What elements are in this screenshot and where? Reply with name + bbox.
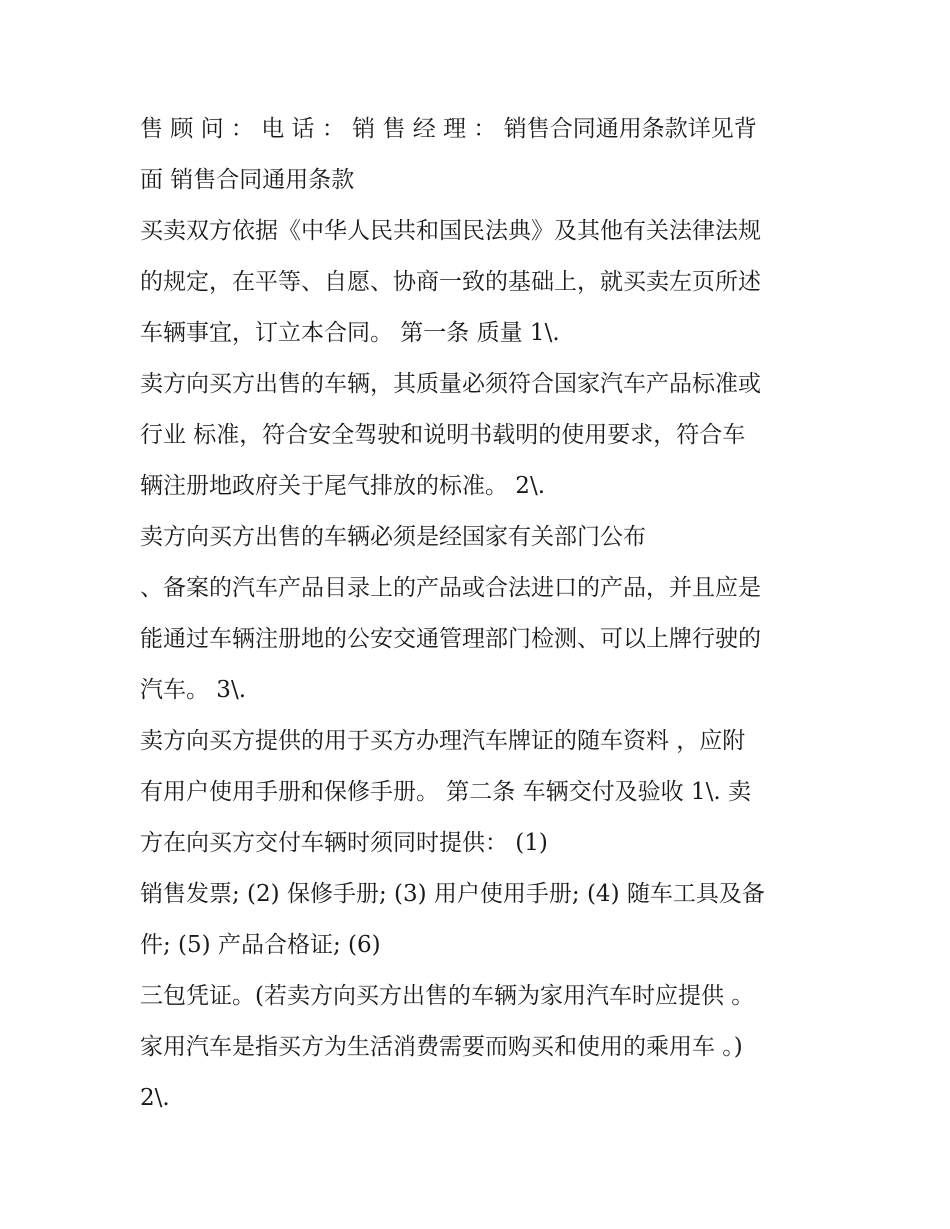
text-line: 家用汽车是指买方为生活消费需要而购买和使用的乘用车 。) [140, 1034, 743, 1060]
text-line: 件; (5) 产品合格证; (6) [140, 932, 381, 958]
text-line: 售 顾 问 ： 电 话 ： 销 售 经 理 ： 销售合同通用条款详见背 [140, 116, 757, 142]
text-line: 销售发票; (2) 保修手册; (3) 用户使用手册; (4) 随车工具及备 [140, 881, 765, 907]
text-line: 2\. [140, 1085, 170, 1111]
text-line: 行业 标准，符合安全驾驶和说明书载明的使用要求，符合车 [140, 422, 746, 448]
text-line: 卖方向买方出售的车辆，其质量必须符合国家汽车产品标准或 [140, 371, 761, 397]
text-line: 、备案的汽车产品目录上的产品或合法进口的产品，并且应是 [140, 575, 761, 601]
text-line: 卖方向买方出售的车辆必须是经国家有关部门公布 [140, 524, 646, 550]
text-line: 汽车。 3\. [140, 677, 247, 703]
text-line: 有用户使用手册和保修手册。 第二条 车辆交付及验收 1\. 卖 [140, 779, 751, 805]
text-line: 方在向买方交付车辆时须同时提供： (1) [140, 830, 548, 856]
text-line: 卖方向买方提供的用于买方办理汽车牌证的随车资料 ，应附 [140, 728, 746, 754]
text-line: 的规定，在平等、自愿、协商一致的基础上，就买卖左页所述 [140, 269, 761, 295]
text-line: 面 销售合同通用条款 [140, 167, 355, 193]
text-line: 辆注册地政府关于尾气排放的标准。 2\. [140, 473, 546, 499]
text-line: 三包凭证。(若卖方向买方出售的车辆为家用汽车时应提供 。 [140, 983, 755, 1009]
text-line: 能通过车辆注册地的公安交通管理部门检测、可以上牌行驶的 [140, 626, 761, 652]
text-line: 买卖双方依据《中华人民共和国民法典》及其他有关法律法规 [140, 218, 761, 244]
text-line: 车辆事宜，订立本合同。 第一条 质量 1\. [140, 320, 560, 346]
document-body [140, 104, 820, 1124]
